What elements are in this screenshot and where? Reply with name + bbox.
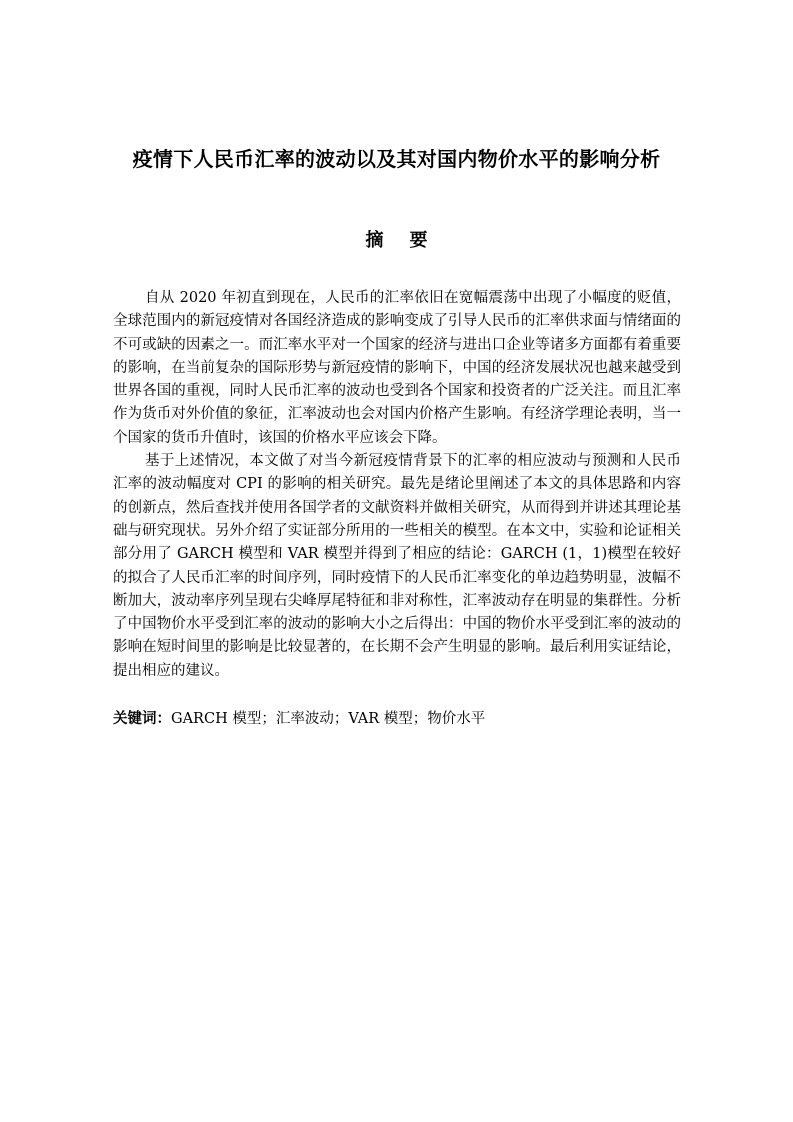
abstract-heading-char-1: 摘	[365, 230, 384, 251]
abstract-paragraph-1: 自从 2020 年初直到现在，人民币的汇率依旧在宽幅震荡中出现了小幅度的贬值，全球范围内的新冠疫情对各国经济造成的影响变成了引导人民币的汇率供求面与情绪面的不可或缺的因素之一。而汇率水平对一个国家的经济与进出口企业等诸多方面都有着重要的影响，在当前复杂的国际形势与新冠疫情的影响下，中国的经济发展状况也越来越受到世界各国的重视，同时人民币汇率的波动也受到各个国家和投资者的广泛关注。而且汇率作为货币对外价值的象征，汇率波动也会对国内价格产生影响。有经济学理论表明，当一个国家的货币升值时，该国的价格水平应该会下降。	[113, 290, 681, 446]
abstract-paragraph-2: 基于上述情况，本文做了对当今新冠疫情背景下的汇率的相应波动与预测和人民币汇率的波动幅度对 CPI 的影响的相关研究。最先是绪论里阐述了本文的具体思路和内容的创新点，然后查找并使用各国学者的文献资料并做相关研究，从而得到并讲述其理论基础与研究现状。另外介绍了实证部分所用的一些相关的模型。在本文中，实验和论证相关部分用了 GARCH 模型和 VAR 模型并得到了相应的结论：GARCH (1，1)模型在较好的拟合了人民币汇率的时间序列，同时疫情下的人民币汇率变化的单边趋势明显，波幅不断加大，波动率序列呈现右尖峰厚尾特征和非对称性，汇率波动存在明显的集群性。分析了中国物价水平受到汇率的波动的影响大小之后得出：中国的物价水平受到汇率的波动的影响在短时间里的影响是比较显著的，在长期不会产生明显的影响。最后利用实证结论，提出相应的建议。	[113, 453, 681, 679]
abstract-heading	[0, 228, 793, 254]
keywords-label: 关键词：	[113, 711, 171, 728]
paper-title: 疫情下人民币汇率的波动以及其对国内物价水平的影响分析	[132, 147, 661, 171]
keywords-value: GARCH 模型；汇率波动；VAR 模型；物价水平	[171, 711, 486, 728]
abstract-heading-char-2: 要	[409, 230, 428, 251]
abstract-body	[113, 287, 681, 731]
keywords-line	[113, 708, 681, 731]
